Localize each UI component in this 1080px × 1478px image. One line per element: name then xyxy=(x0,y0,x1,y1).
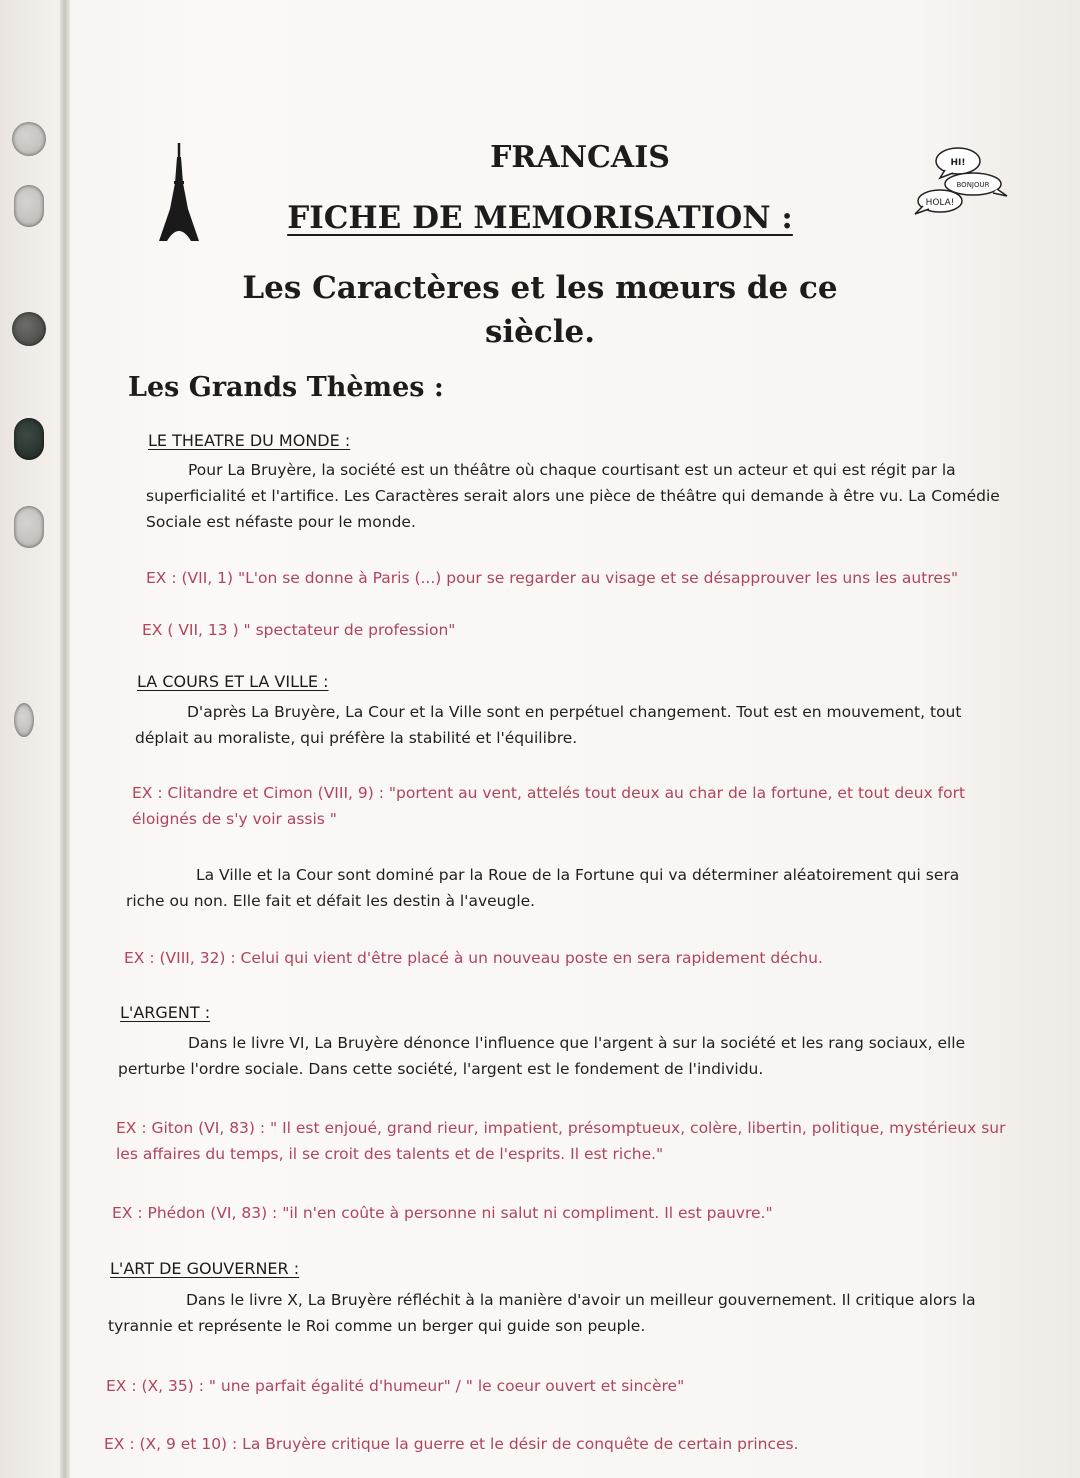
example-quote: EX : (X, 9 et 10) : La Bruyère critique la guerre et le désir de conquête de certain princes. xyxy=(104,1435,799,1453)
example-quote: EX : Phédon (VI, 83) : "il n'en coûte à personne ni salut ni compliment. Il est pauvre." xyxy=(112,1204,773,1222)
example-quote: EX : Clitandre et Cimon (VIII, 9) : "portent au vent, attelés tout deux au char de la fortune, et tout deux fort éloignés de s'y voir assis " xyxy=(132,784,966,828)
theme-paragraph-gouverner xyxy=(108,1287,1004,1339)
bubble-bonjour-text: BONJOUR xyxy=(956,181,990,189)
example-quote: EX : (VII, 1) "L'on se donne à Paris (...) pour se regarder au visage et se désapprouver les uns les autres" xyxy=(146,569,959,587)
bubble-hola-text: HOLA! xyxy=(925,198,955,208)
work-title-line2: siècle. xyxy=(484,314,596,350)
theme-heading-theatre: LE THEATRE DU MONDE : xyxy=(148,431,351,450)
subject-title: FRANCAIS xyxy=(490,140,670,175)
section-title: Les Grands Thèmes : xyxy=(128,372,444,403)
paragraph-text: D'après La Bruyère, La Cour et la Ville sont en perpétuel changement. Tout est en mouvement, tout déplait au moraliste, qui préfère la stabilité et l'équilibre. xyxy=(135,703,962,747)
sheet-title xyxy=(0,200,1080,236)
theme-paragraph-argent xyxy=(118,1030,1004,1082)
theme-paragraph-theatre xyxy=(146,457,1006,535)
punch-hole xyxy=(14,506,44,548)
work-title-line1: Les Caractères et les mœurs de ce xyxy=(242,270,838,306)
paragraph-text: Dans le livre X, La Bruyère réfléchit à la manière d'avoir un meilleur gouvernement. Il critique alors la tyrannie et représente le Roi comme un berger qui guide son peuple. xyxy=(108,1291,976,1335)
punch-hole xyxy=(14,703,34,737)
theme-heading-argent: L'ARGENT : xyxy=(120,1003,211,1022)
example-quote: EX : (X, 35) : " une parfait égalité d'humeur" / " le coeur ouvert et sincère" xyxy=(106,1377,685,1395)
paragraph-text: Pour La Bruyère, la société est un théâtre où chaque courtisant est un acteur et qui est régit par la superficialité et l'artifice. Les Caractères serait alors une pièce de théâtre qui demande à être vu. La Comédie Sociale est néfaste pour le monde. xyxy=(146,461,1000,531)
theme-paragraph-fortune xyxy=(126,862,1002,914)
example-quote: EX ( VII, 13 ) " spectateur de profession" xyxy=(142,621,456,639)
sheet-title-text: FICHE DE MEMORISATION : xyxy=(287,200,793,236)
theme-paragraph-cour-ville xyxy=(135,699,1005,751)
theme-heading-cour-ville: LA COURS ET LA VILLE : xyxy=(137,672,329,691)
work-title xyxy=(0,266,1080,354)
paragraph-text: Dans le livre VI, La Bruyère dénonce l'influence que l'argent à sur la société et les rang sociaux, elle perturbe l'ordre sociale. Dans cette société, l'argent est le fondement de l'individu. xyxy=(118,1034,966,1078)
paragraph-text: La Ville et la Cour sont dominé par la Roue de la Fortune qui va déterminer aléatoirement qui sera riche ou non. Elle fait et défait les destin à l'aveugle. xyxy=(126,866,960,910)
example-quote: EX : Giton (VI, 83) : " Il est enjoué, grand rieur, impatient, présomptueux, colère, libertin, politique, mystérieux sur les affaires du temps, il se croit des talents et de l'esprits. Il est riche." xyxy=(116,1119,1006,1163)
example-quote: EX : (VIII, 32) : Celui qui vient d'être placé à un nouveau poste en sera rapidement déchu. xyxy=(124,949,823,967)
punch-hole xyxy=(14,418,44,460)
bubble-hi-text: HI! xyxy=(950,158,966,168)
theme-heading-gouverner: L'ART DE GOUVERNER : xyxy=(110,1259,300,1278)
